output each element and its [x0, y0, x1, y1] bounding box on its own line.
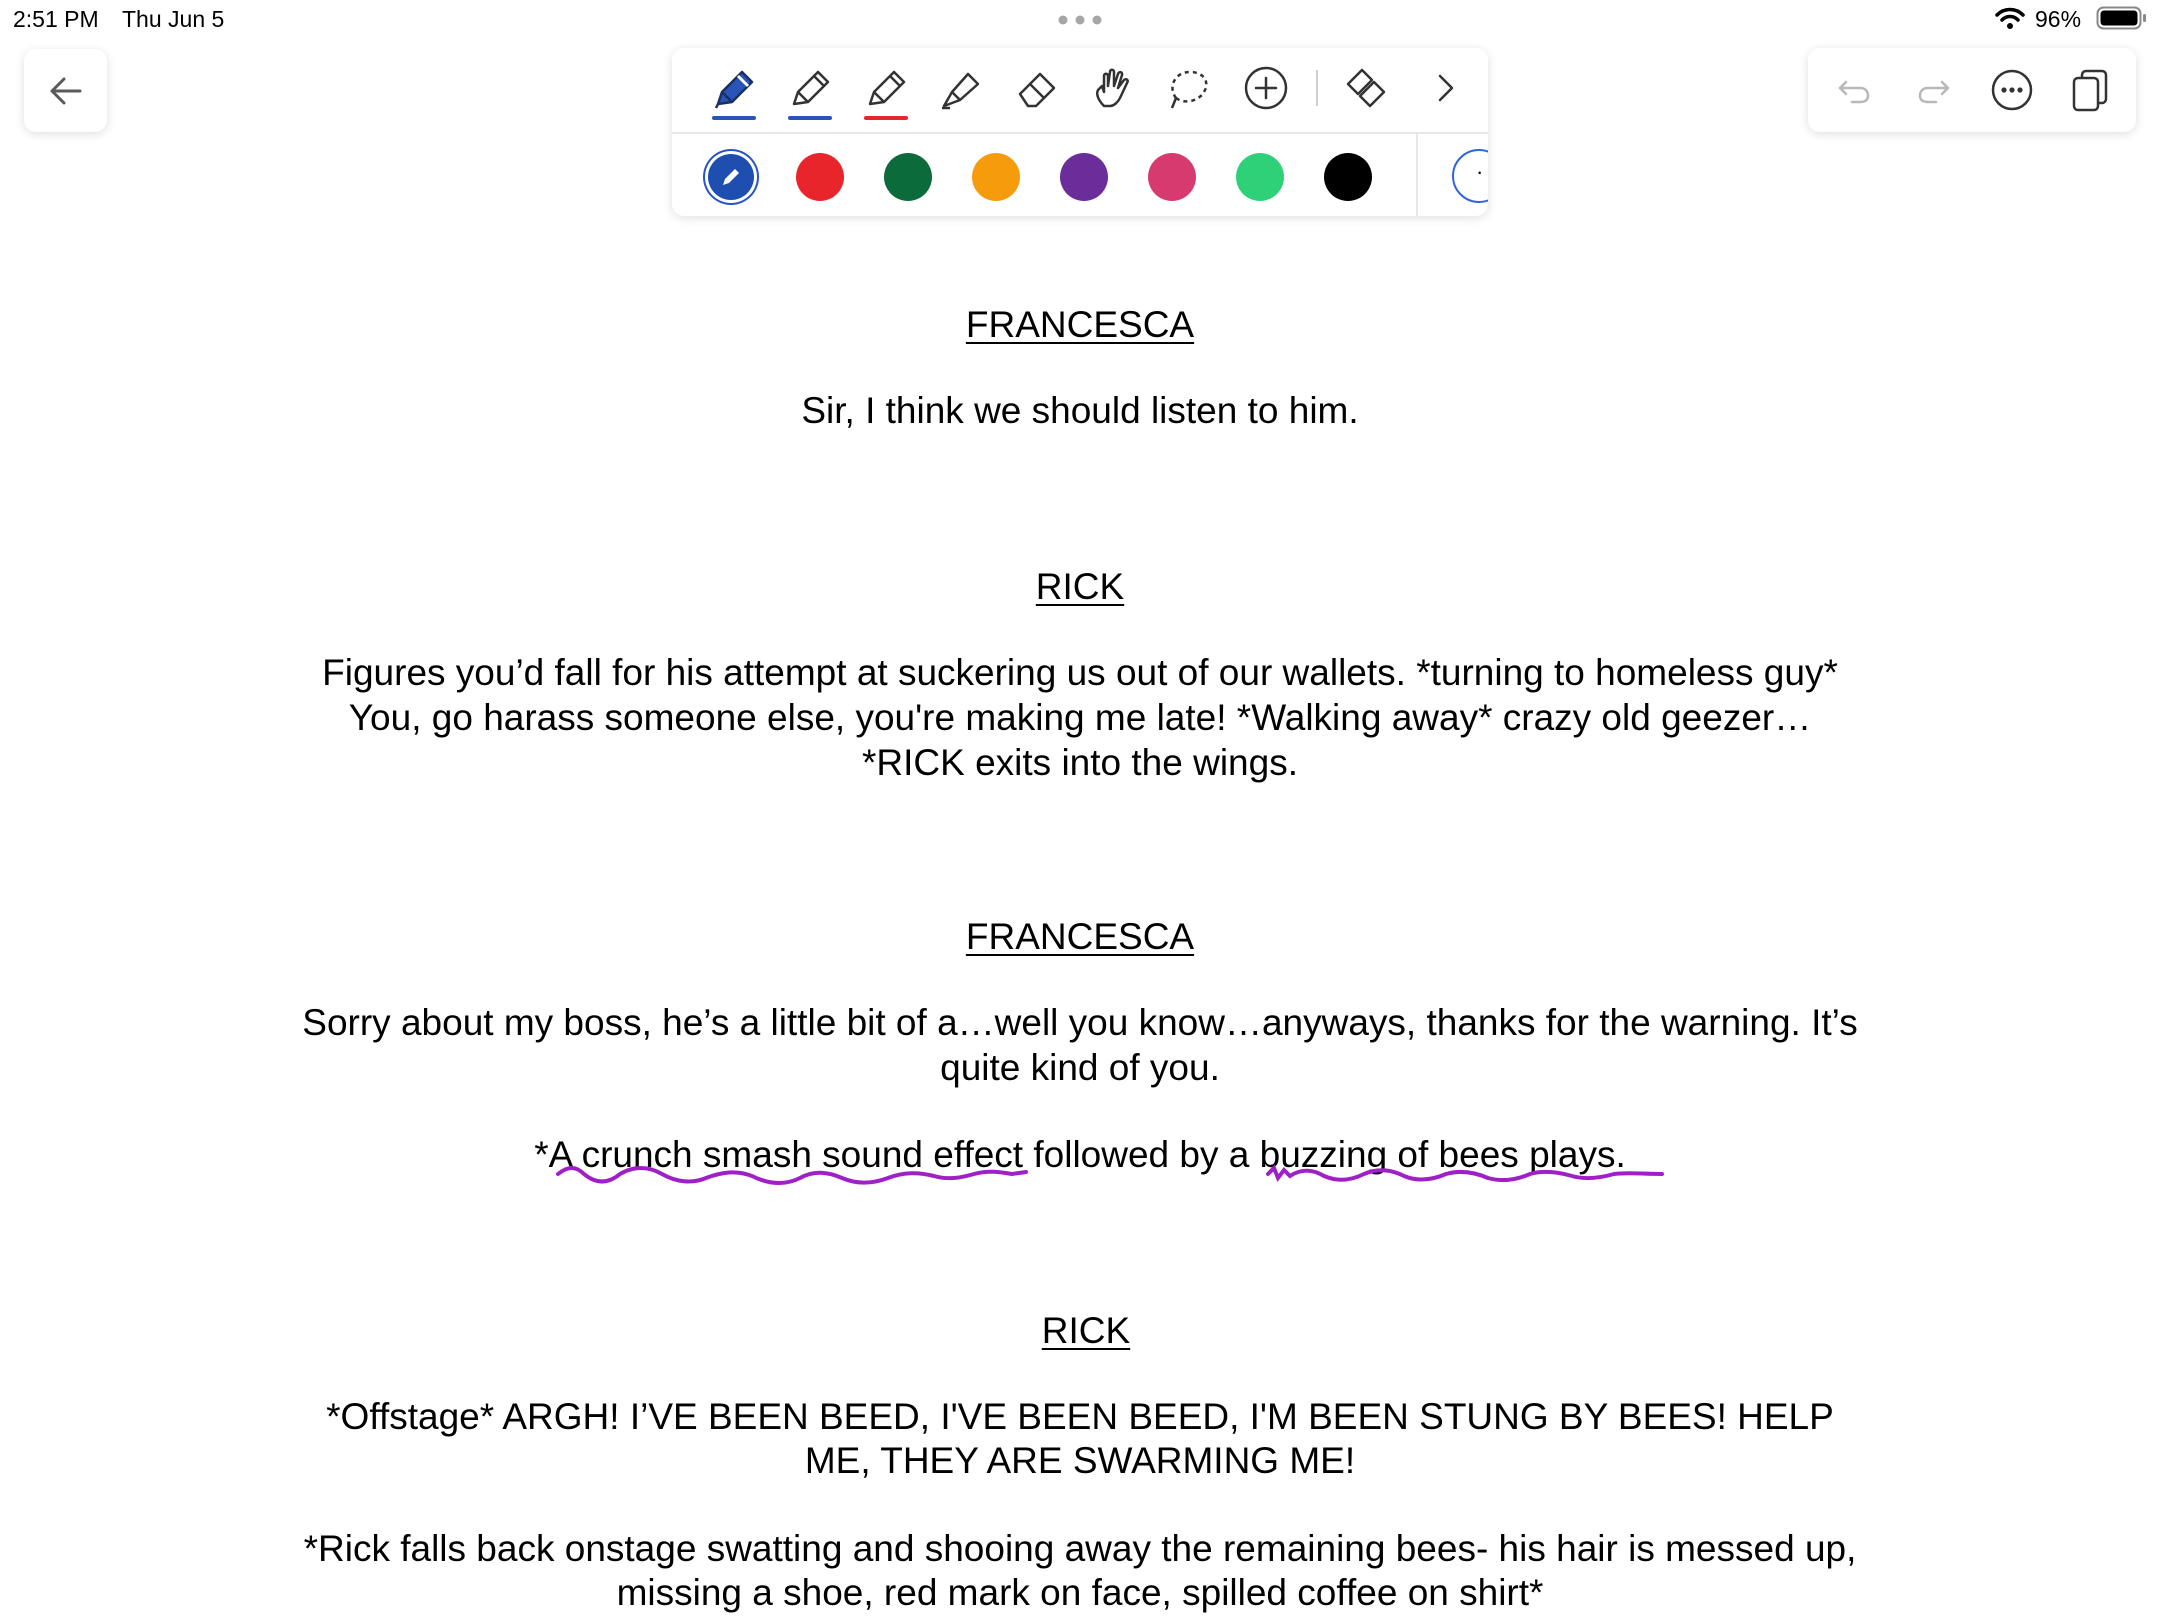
color-swatch[interactable] — [1324, 153, 1372, 201]
dialogue-line: Figures you’d fall for his attempt at suckering us out of our wallets. *turning to homeless guy* — [322, 652, 1838, 693]
pencil-tool[interactable] — [782, 62, 838, 124]
dialogue-line: *Offstage* ARGH! I’VE BEEN BEED, I'VE BEEN BEED, I'M BEEN STUNG BY BEES! HELP — [326, 1396, 1834, 1437]
redo-button[interactable] — [1912, 68, 1956, 117]
color-swatch[interactable] — [796, 153, 844, 201]
color-swatch[interactable] — [1236, 153, 1284, 201]
pencil-red-tool[interactable] — [858, 62, 914, 124]
color-swatch[interactable] — [1148, 153, 1196, 201]
redo-icon — [1912, 68, 1956, 112]
battery-percent: 96% — [2035, 6, 2082, 32]
pencil-red-icon — [858, 62, 914, 114]
undo-icon — [1832, 68, 1876, 112]
multitasking-dots-icon[interactable] — [1057, 6, 1103, 33]
arrow-left-icon — [46, 71, 86, 111]
dialogue-line: Sir, I think we should listen to him. — [801, 390, 1359, 431]
pen-icon — [706, 62, 762, 114]
hand-tool[interactable] — [1086, 62, 1142, 124]
status-time: 2:51 PM — [13, 6, 99, 32]
eraser-icon — [1010, 62, 1066, 114]
squiggle-underline-annotation[interactable] — [556, 1164, 1031, 1194]
lasso-icon — [1162, 62, 1218, 114]
chevron-right-icon — [1418, 62, 1474, 114]
color-swatch[interactable] — [1060, 153, 1108, 201]
lasso-tool[interactable] — [1162, 62, 1218, 124]
drawing-toolbar — [672, 48, 1488, 216]
pages-button[interactable] — [2068, 68, 2112, 117]
add-tool[interactable] — [1238, 62, 1294, 124]
more-button[interactable] — [1990, 68, 2034, 117]
highlighter-tool[interactable] — [934, 62, 990, 124]
more-icon — [1990, 68, 2034, 112]
color-swatch[interactable] — [884, 153, 932, 201]
edit-pencil-icon — [719, 165, 743, 189]
pen-tool[interactable] — [706, 62, 762, 124]
add-icon — [1238, 62, 1294, 114]
pen-color-line — [712, 116, 756, 120]
pages-icon — [2068, 68, 2112, 112]
squiggle-underline-annotation[interactable] — [1266, 1164, 1666, 1194]
back-button[interactable] — [24, 49, 107, 132]
undo-button[interactable] — [1832, 68, 1876, 117]
more-colors-button[interactable] — [1452, 149, 1488, 203]
toolbar-next-button[interactable] — [1418, 62, 1474, 124]
character-heading: RICK — [1035, 566, 1125, 607]
more-colors-dot-icon: · — [1476, 159, 1484, 184]
dialogue-line: ME, THEY ARE SWARMING ME! — [804, 1440, 1356, 1481]
color-swatch-selected[interactable] — [708, 154, 754, 200]
pencil-icon — [782, 62, 838, 114]
stage-direction-line: missing a shoe, red mark on face, spilled coffee on shirt* — [616, 1572, 1544, 1613]
character-heading: RICK — [1041, 1310, 1131, 1351]
wifi-icon — [1995, 6, 2025, 36]
document-actions — [1808, 48, 2136, 132]
dialogue-line: You, go harass someone else, you're making me late! *Walking away* crazy old geezer… — [348, 697, 1812, 738]
dialogue-line: Sorry about my boss, he’s a little bit of a…well you know…anyways, thanks for the warning. It’s — [302, 1002, 1858, 1043]
dialogue-line: quite kind of you. — [940, 1047, 1220, 1088]
color-palette — [672, 134, 1488, 216]
status-bar — [0, 0, 2160, 40]
pencil-color-line — [788, 116, 832, 120]
palette-separator — [1416, 134, 1418, 216]
hand-icon — [1086, 62, 1142, 114]
stage-direction-line: *Rick falls back onstage swatting and shooing away the remaining bees- his hair is messed up, — [303, 1528, 1857, 1569]
stage-direction-line: *A crunch smash sound effect followed by a buzzing of bees plays. — [534, 1134, 1626, 1175]
highlighter-icon — [934, 62, 990, 114]
eraser-tool[interactable] — [1010, 62, 1066, 124]
battery-icon — [2096, 5, 2148, 37]
dialogue-line: *RICK exits into the wings. — [862, 742, 1298, 783]
shapes-tool[interactable] — [1338, 62, 1394, 124]
shapes-icon — [1338, 62, 1394, 114]
status-date: Thu Jun 5 — [122, 6, 225, 32]
character-heading: FRANCESCA — [965, 304, 1195, 345]
color-swatch[interactable] — [972, 153, 1020, 201]
toolbar-separator — [1316, 70, 1318, 106]
tool-row — [672, 48, 1488, 132]
character-heading: FRANCESCA — [965, 916, 1195, 957]
pencil-red-color-line — [864, 116, 908, 120]
